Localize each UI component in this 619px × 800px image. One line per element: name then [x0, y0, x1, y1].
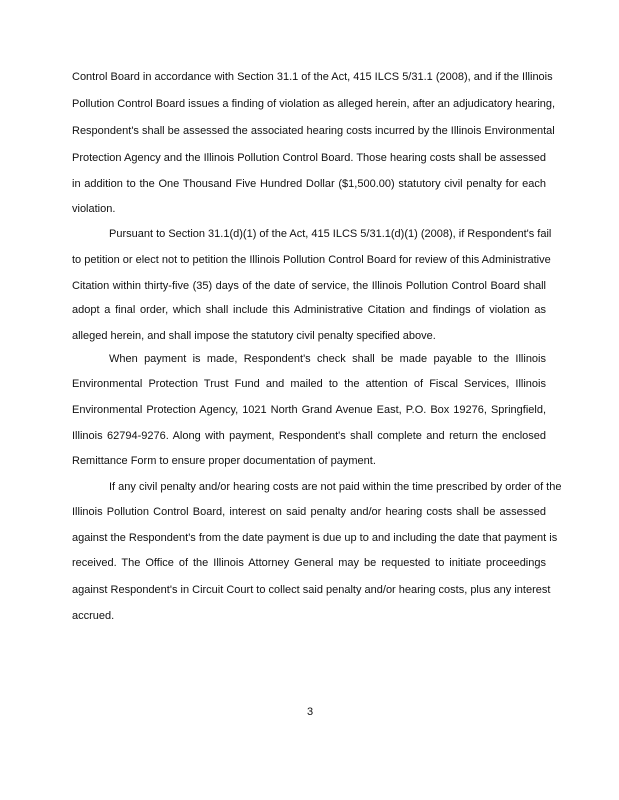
text-line: received. The Office of the Illinois Attorney General may be requested to initiate proceedings [72, 557, 546, 569]
text-line: in addition to the One Thousand Five Hundred Dollar ($1,500.00) statutory civil penalty for each [72, 178, 546, 190]
text-line: against Respondent's in Circuit Court to collect said penalty and/or hearing costs, plus any interest [72, 584, 551, 596]
text-line: to petition or elect not to petition the Illinois Pollution Control Board for review of this Administrative [72, 254, 551, 266]
text-line: If any civil penalty and/or hearing costs are not paid within the time prescribed by order of the [109, 481, 562, 493]
text-line: accrued. [72, 610, 115, 622]
text-line: against the Respondent's from the date payment is due up to and including the date that payment is [72, 532, 558, 544]
text-line: Environmental Protection Agency, 1021 North Grand Avenue East, P.O. Box 19276, Springfield, [72, 404, 546, 416]
text-line: Protection Agency and the Illinois Pollution Control Board. Those hearing costs shall be assessed [72, 152, 546, 164]
page-number: 3 [306, 706, 314, 718]
text-line: adopt a final order, which shall include this Administrative Citation and findings of violation as [72, 304, 546, 316]
text-line: Respondent's shall be assessed the associated hearing costs incurred by the Illinois Environmental [72, 125, 555, 137]
text-line: Control Board in accordance with Section 31.1 of the Act, 415 ILCS 5/31.1 (2008), and if the Illinois [72, 71, 553, 83]
text-line: Pursuant to Section 31.1(d)(1) of the Act, 415 ILCS 5/31.1(d)(1) (2008), if Respondent's fail [109, 228, 552, 240]
text-line: Illinois Pollution Control Board, interest on said penalty and/or hearing costs shall be assessed [72, 506, 546, 518]
text-line: Remittance Form to ensure proper documentation of payment. [72, 455, 376, 467]
text-line: alleged herein, and shall impose the statutory civil penalty specified above. [72, 330, 436, 342]
text-line: violation. [72, 203, 116, 215]
text-line: Illinois 62794-9276. Along with payment, Respondent's shall complete and return the enclosed [72, 430, 546, 442]
text-line: Citation within thirty-five (35) days of the date of service, the Illinois Pollution Control Board shall [72, 280, 546, 292]
text-line: Pollution Control Board issues a finding of violation as alleged herein, after an adjudicatory hearing, [72, 98, 556, 110]
text-line: Environmental Protection Trust Fund and mailed to the attention of Fiscal Services, Illinois [72, 378, 546, 390]
text-line: When payment is made, Respondent's check shall be made payable to the Illinois [109, 353, 546, 365]
